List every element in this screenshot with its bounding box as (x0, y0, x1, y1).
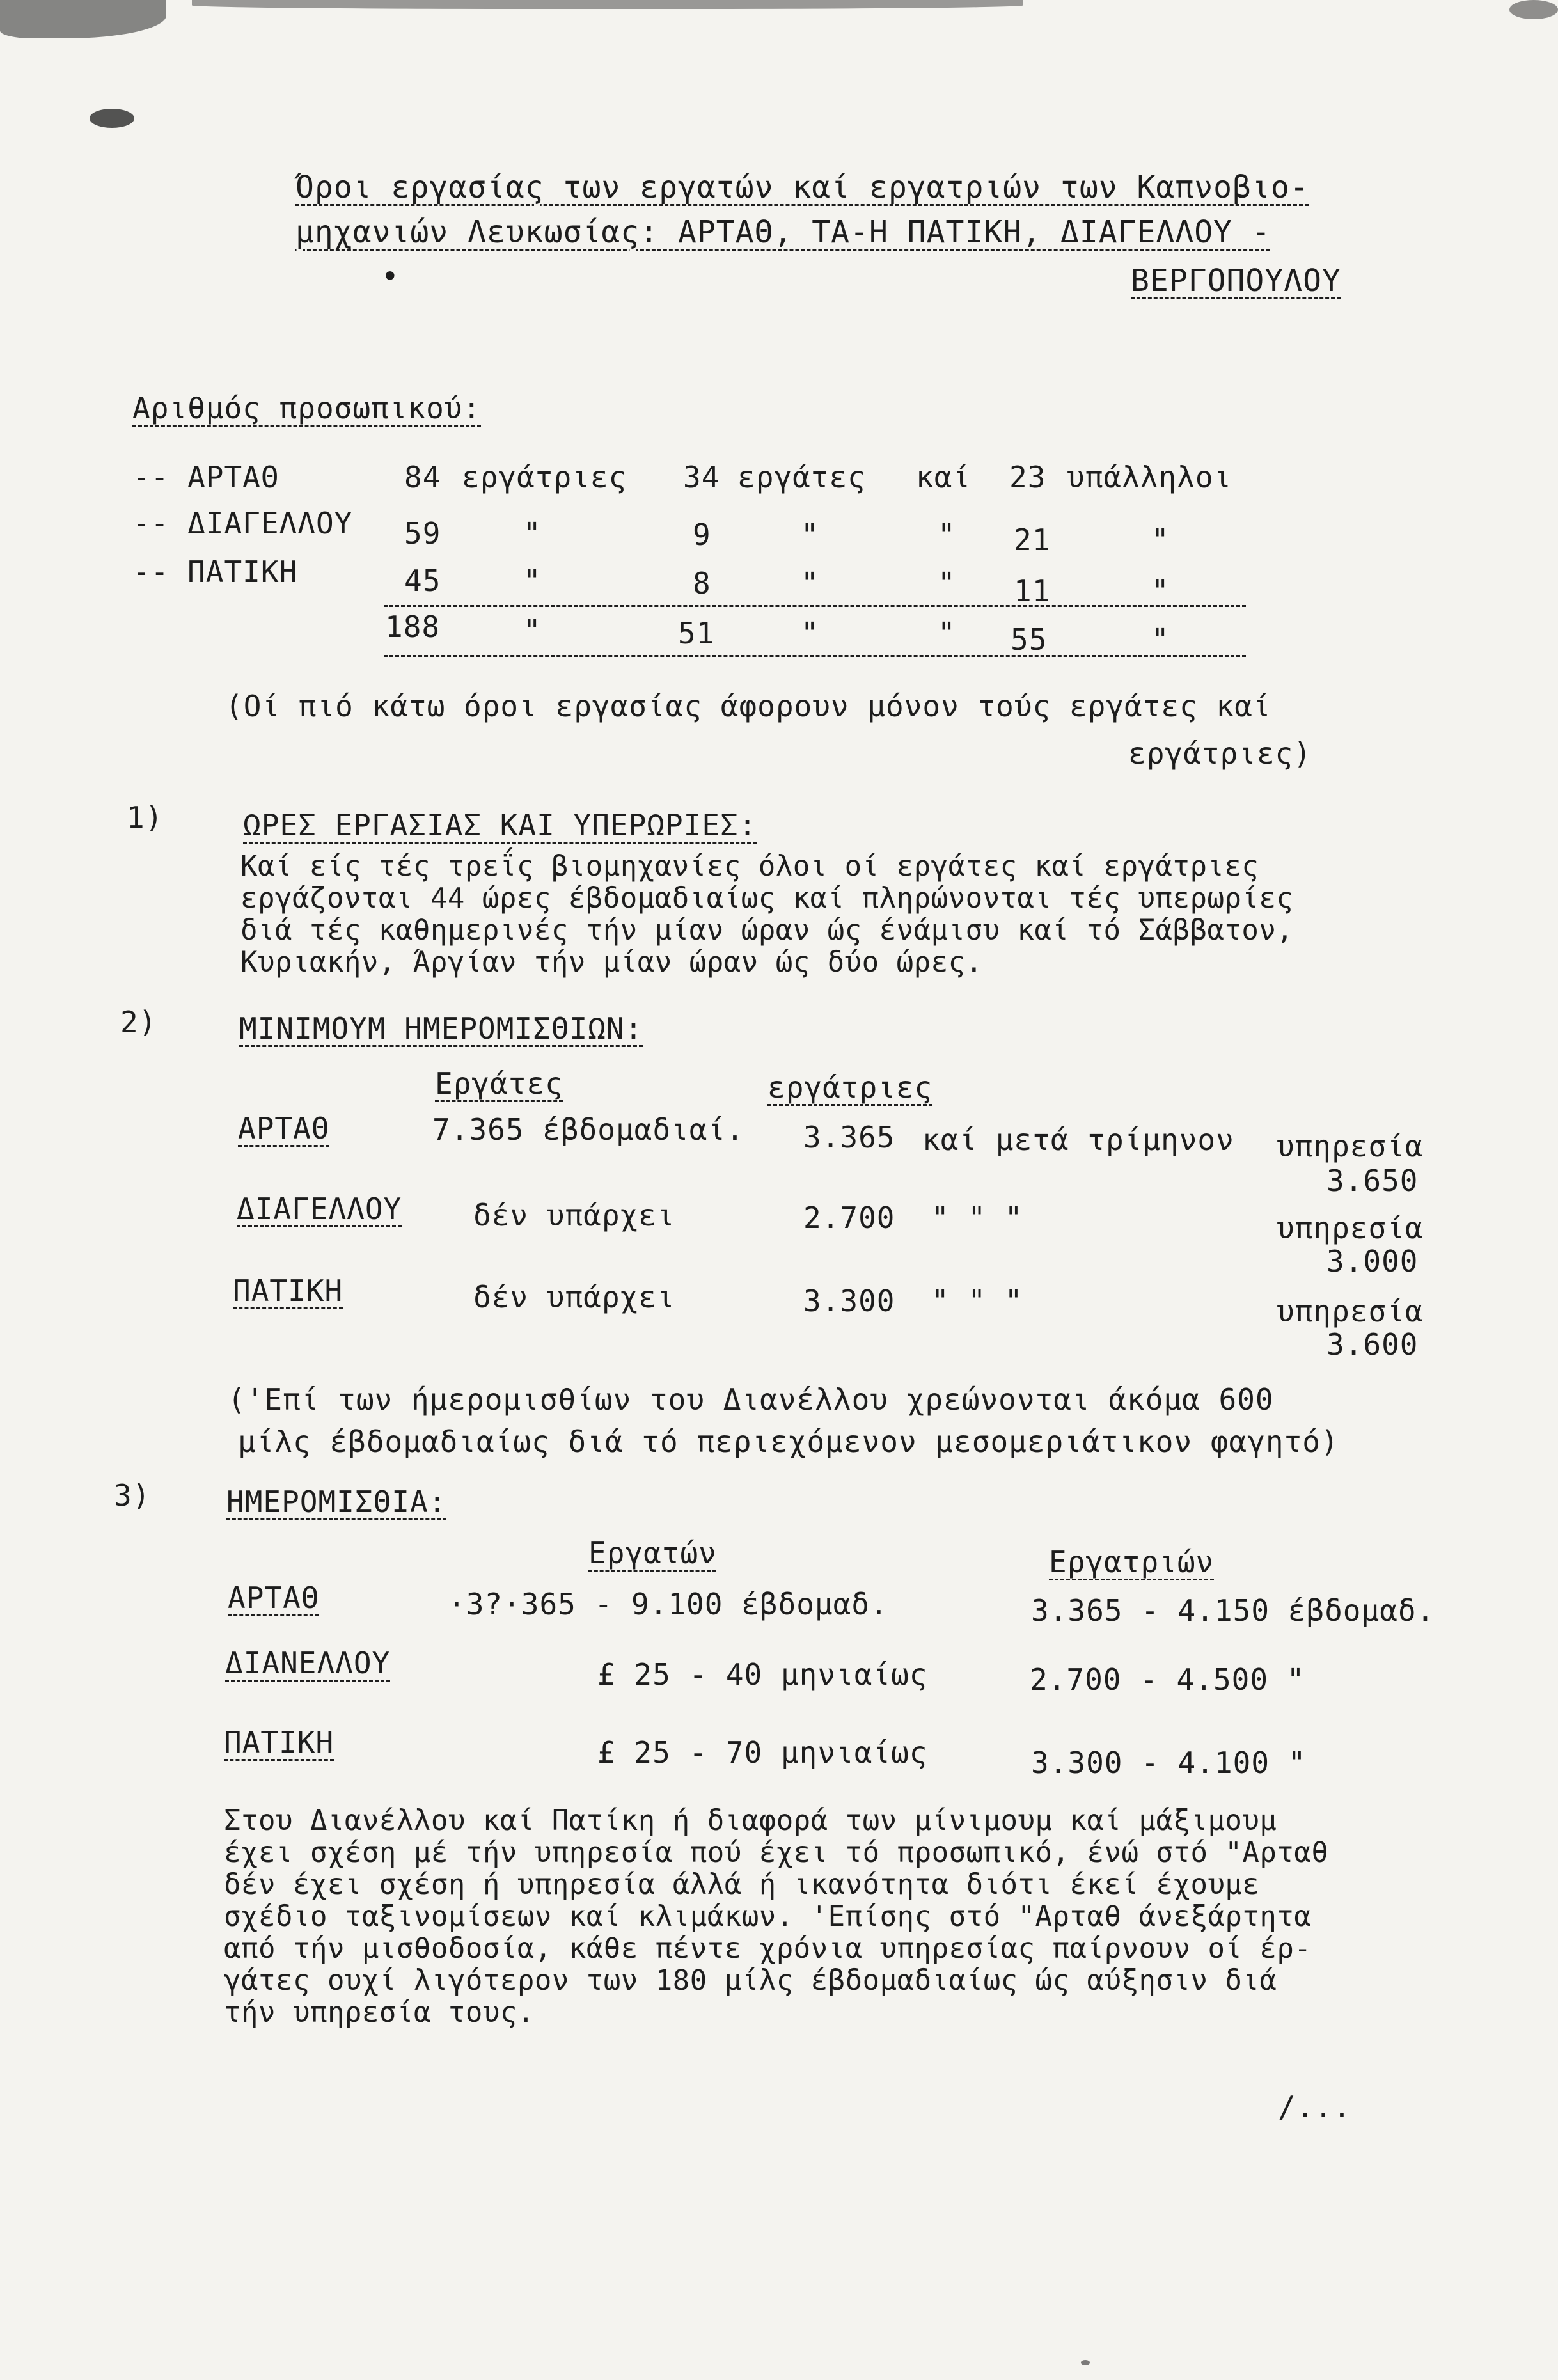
personnel-row-women: 45 (404, 563, 441, 598)
personnel-row-men-label: εργάτες (737, 460, 866, 494)
personnel-row-women: 84 (404, 460, 441, 494)
personnel-row-staff-label: " (1151, 574, 1170, 608)
section3-row-name: ΑΡΤΑΘ (228, 1580, 320, 1615)
section2-note-line2: μίλς έβδομαδιαίως διά τό περιεχόμενον μεσομεριάτικον φαγητό) (238, 1424, 1339, 1459)
scan-smudge (90, 109, 134, 128)
section3-row-women: 3.365 - 4.150 έβδομαδ. (1031, 1593, 1435, 1628)
personnel-row-men-label: " (801, 517, 819, 552)
section1-number: 1) (127, 800, 164, 835)
section3-text: Στου Διανέλλου καί Πατίκη ή διαφορά των μίνιμουμ καί μάξιμουμ έχει σχέση μέ τήν υπηρεσία πού έχει τό προσωπικό, ένώ στό "Αρταθ δέν έχει σχέση ή υπηρεσία άλλά ή ικανότητα διότι έκεί έχουμε σχέδιο ταξινομίσεων καί κλιμάκων. 'Επίσης στό "Αρταθ άνεξάρτητα από τήν μισθοδοσία, κάθε πέντε χρόνια υπηρεσίας παίρνουν οί έρ- γάτες ουχί λιγότερον των 180 μίλς έβδομαδιαίως ώς αύξησιν διά τήν υπηρεσία τους. (224, 1804, 1329, 2029)
personnel-total-men: 51 (678, 616, 715, 650)
section2-row-name: ΔΙΑΓΕΛΛΟΥ (237, 1192, 402, 1226)
section3-number: 3) (114, 1478, 151, 1513)
section2-row-women: 3.365 (803, 1120, 895, 1155)
personnel-row-men: 9 (693, 517, 711, 552)
header-title-line2: μηχανιών Λευκωσίας: ΑΡΤΑΘ, ΤΑ-Η ΠΑΤΙΚΗ, ΔΙΑΓΕΛΛΟΥ - (295, 214, 1271, 250)
personnel-row-name: -- ΑΡΤΑΘ (132, 460, 279, 494)
personnel-note-line1: (Οί πιό κάτω όροι εργασίας άφορουν μόνον τούς εργάτες καί (225, 689, 1271, 723)
personnel-note-line2: εργάτριες) (1128, 736, 1312, 771)
personnel-total-staff-label: " (1151, 622, 1170, 657)
personnel-row-women-label: εργάτριες (462, 460, 627, 494)
section3-row-men: ·3?·365 - 9.100 έβδομαδ. (448, 1587, 888, 1621)
section2-row-men: δέν υπάρχει (473, 1280, 675, 1314)
section2-row-name: ΑΡΤΑΘ (238, 1111, 330, 1146)
section1-heading: ΩΡΕΣ ΕΡΓΑΣΙΑΣ ΚΑΙ ΥΠΕΡΩΡΙΕΣ: (243, 808, 757, 842)
section2-note-line1: ('Επί των ήμερομισθίων του Διανέλλου χρεώνονται άκόμα 600 (228, 1382, 1274, 1417)
personnel-heading: Αριθμός προσωπικού: (132, 391, 482, 425)
personnel-row-staff-label: " (1151, 523, 1170, 557)
section2-row-women: 3.300 (803, 1284, 895, 1318)
section2-col-women: εργάτριες (767, 1070, 933, 1105)
scan-smudge (1081, 2360, 1090, 2365)
section3-heading: ΗΜΕΡΟΜΙΣΘΙΑ: (226, 1485, 447, 1519)
section2-row-men: 7.365 έβδομαδιαί. (432, 1112, 744, 1147)
personnel-row-women-label: " (523, 563, 542, 598)
bullet-mark: • (381, 259, 400, 294)
section3-col-women: Εργατριών (1049, 1545, 1215, 1579)
header-title-line1: Όροι εργασίας των εργατών καί εργατριών των Καπνοβιο- (295, 169, 1309, 205)
section2-row-service: υπηρεσία (1277, 1211, 1424, 1245)
section2-row-name: ΠΑΤΙΚΗ (233, 1273, 343, 1308)
section2-row-service: υπηρεσία (1277, 1129, 1424, 1163)
section3-col-men: Εργατών (588, 1536, 717, 1570)
section2-row-after: 3.600 (1326, 1327, 1419, 1362)
section2-number: 2) (120, 1005, 157, 1039)
section2-row-rest: " " " (931, 1201, 1023, 1235)
section2-col-men: Εργάτες (435, 1066, 563, 1101)
personnel-row-name: -- ΔΙΑΓΕΛΛΟΥ (132, 506, 353, 540)
personnel-row-staff: 21 (1014, 523, 1051, 557)
section2-row-after: 3.000 (1326, 1244, 1419, 1279)
section3-row-women: 2.700 - 4.500 " (1030, 1662, 1305, 1697)
personnel-row-name: -- ΠΑΤΙΚΗ (132, 555, 298, 589)
personnel-total-women: 188 (385, 610, 441, 644)
sum-rule (384, 605, 1246, 607)
personnel-total-men-label: " (801, 616, 819, 650)
section1-text: Καί είς τές τρεΐς βιομηχανίες όλοι οί εργάτες καί εργάτριες εργάζονται 44 ώρες έβδομαδιαίως καί πληρώνονται τές υπερωρίες διά τές καθημερινές τήν μίαν ώραν ώς ένάμισυ καί τό Σάββατον, Κυριακήν, Άργίαν τήν μίαν ώραν ώς δύο ώρες. (240, 850, 1294, 979)
section2-heading: ΜΙΝΙΜΟΥΜ ΗΜΕΡΟΜΙΣΘΙΩΝ: (239, 1011, 643, 1046)
personnel-total-women-label: " (523, 613, 542, 648)
section3-row-name: ΔΙΑΝΕΛΛΟΥ (225, 1646, 391, 1680)
personnel-row-and: " (938, 566, 956, 601)
header-title-line3: ΒΕΡΓΟΠΟΥΛΟΥ (1131, 263, 1341, 299)
personnel-row-staff: 11 (1014, 574, 1051, 608)
personnel-total-and: " (938, 616, 956, 650)
personnel-total-staff: 55 (1011, 622, 1048, 657)
section2-row-after: 3.650 (1326, 1163, 1419, 1198)
section3-row-men: £ 25 - 70 μηνιαίως (597, 1735, 928, 1770)
personnel-row-men: 8 (693, 566, 711, 601)
scan-smudge (0, 0, 166, 38)
section2-row-rest: " " " (931, 1284, 1023, 1318)
section3-row-women: 3.300 - 4.100 " (1031, 1746, 1307, 1780)
section2-row-rest: καί μετά τρίμηνον (922, 1123, 1234, 1157)
personnel-row-men-label: " (801, 566, 819, 601)
section3-row-men: £ 25 - 40 μηνιαίως (597, 1657, 928, 1692)
section2-row-women: 2.700 (803, 1201, 895, 1235)
personnel-row-women-label: " (523, 516, 542, 551)
scan-smudge (192, 0, 1023, 9)
personnel-row-staff-label: υπάλληλοι (1067, 460, 1232, 494)
continuation-mark: /... (1278, 2090, 1351, 2124)
section2-row-service: υπηρεσία (1277, 1294, 1424, 1328)
personnel-row-staff: 23 (1009, 460, 1046, 494)
personnel-row-and: καί (916, 460, 972, 494)
section3-row-name: ΠΑΤΙΚΗ (224, 1725, 334, 1760)
total-rule (384, 655, 1246, 657)
personnel-row-and: " (938, 517, 956, 552)
scan-smudge (1509, 0, 1558, 19)
personnel-row-men: 34 (683, 460, 720, 494)
personnel-row-women: 59 (404, 516, 441, 551)
section2-row-men: δέν υπάρχει (473, 1198, 675, 1233)
